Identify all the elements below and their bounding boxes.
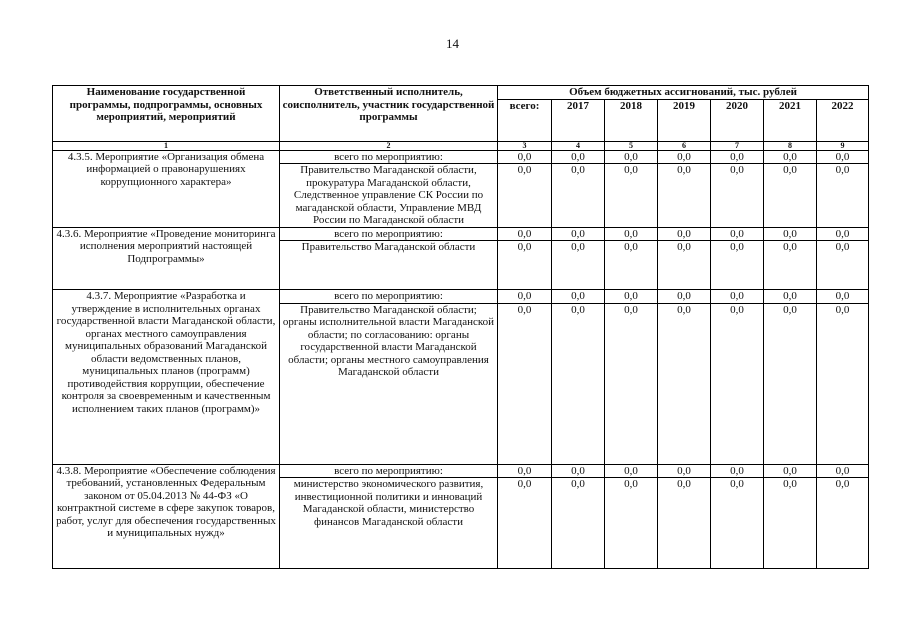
executor-text: Правительство Магаданской области; органы исполнительной власти Магаданской области; по согласованию: органы государственной власти Магаданской области; органы местного самоуправления Магаданской области [280,303,498,464]
executor-value: 0,0 [605,164,658,228]
executor-value: 0,0 [817,241,869,290]
total-value: 0,0 [817,464,869,478]
column-number: 2 [280,141,498,150]
executor-value: 0,0 [711,241,764,290]
executor-value: 0,0 [552,241,605,290]
total-value: 0,0 [764,290,817,304]
total-value: 0,0 [605,290,658,304]
executor-text: Правительство Магаданской области [280,241,498,290]
column-number: 7 [711,141,764,150]
executor-value: 0,0 [605,478,658,569]
column-number: 4 [552,141,605,150]
measure-name: 4.3.8. Мероприятие «Обеспечение соблюдения требований, установленных Федеральным законом от 05.04.2013 № 44-ФЗ «О контрактной системе в сфере закупок товаров, работ, услуг для обеспечения государственных и муниципальных нужд» [53,464,280,569]
column-number: 9 [817,141,869,150]
header-name: Наименование государственной программы, подпрограммы, основных мероприятий, мероприятий [53,86,280,142]
measure-name: 4.3.6. Мероприятие «Проведение мониторинга исполнения мероприятий настоящей Подпрограммы» [53,227,280,290]
column-numbers-row [53,141,869,150]
total-value: 0,0 [764,464,817,478]
total-value: 0,0 [498,464,552,478]
total-value: 0,0 [605,227,658,241]
total-value: 0,0 [711,150,764,164]
total-value: 0,0 [498,227,552,241]
total-value: 0,0 [817,290,869,304]
header-year: 2021 [764,99,817,141]
executor-value: 0,0 [498,241,552,290]
total-label: всего по мероприятию: [280,150,498,164]
executor-value: 0,0 [711,164,764,228]
table-row [53,150,869,164]
total-label: всего по мероприятию: [280,227,498,241]
executor-text: Правительство Магаданской области, прокуратура Магаданской области, Следственное управление СК России по магаданской области, Управление МВД России по Магаданской области [280,164,498,228]
total-value: 0,0 [498,290,552,304]
total-value: 0,0 [764,150,817,164]
total-value: 0,0 [552,464,605,478]
executor-text: министерство экономического развития, инвестиционной политики и инноваций Магаданской области, министерство финансов Магаданской области [280,478,498,569]
total-value: 0,0 [658,464,711,478]
column-number: 1 [53,141,280,150]
total-value: 0,0 [658,290,711,304]
column-number: 8 [764,141,817,150]
table-row [53,227,869,241]
total-value: 0,0 [552,150,605,164]
executor-value: 0,0 [605,303,658,464]
total-value: 0,0 [605,150,658,164]
executor-value: 0,0 [552,478,605,569]
executor-value: 0,0 [817,303,869,464]
executor-value: 0,0 [764,164,817,228]
total-value: 0,0 [711,290,764,304]
column-number: 6 [658,141,711,150]
header-year: 2019 [658,99,711,141]
executor-value: 0,0 [711,303,764,464]
total-label: всего по мероприятию: [280,464,498,478]
total-value: 0,0 [817,150,869,164]
executor-value: 0,0 [498,303,552,464]
executor-value: 0,0 [658,478,711,569]
total-value: 0,0 [605,464,658,478]
total-value: 0,0 [711,227,764,241]
executor-value: 0,0 [817,164,869,228]
executor-value: 0,0 [764,241,817,290]
executor-value: 0,0 [658,241,711,290]
measure-name: 4.3.5. Мероприятие «Организация обмена информацией о правонарушениях коррупционного характера» [53,150,280,227]
table-body [53,150,869,569]
header-year: 2017 [552,99,605,141]
column-number: 3 [498,141,552,150]
header-executor: Ответственный исполнитель, соисполнитель, участник государственной программы [280,86,498,142]
executor-value: 0,0 [552,164,605,228]
header-year: всего: [498,99,552,141]
total-value: 0,0 [658,150,711,164]
total-value: 0,0 [498,150,552,164]
total-value: 0,0 [552,290,605,304]
column-number: 5 [605,141,658,150]
executor-value: 0,0 [711,478,764,569]
total-value: 0,0 [817,227,869,241]
executor-value: 0,0 [764,303,817,464]
header-budget: Объем бюджетных ассигнований, тыс. рублей [498,86,869,100]
total-value: 0,0 [658,227,711,241]
page-number: 14 [446,36,459,51]
measure-name: 4.3.7. Мероприятие «Разработка и утверждение в исполнительных органах государственной власти Магаданской области, органах местного самоуправления муниципальных образований Магаданской области ведомственных планов, муниципальных планов (программ) противодействия коррупции, обеспечение контроля за своевременным и качественным исполнением таких планов (программ)» [53,290,280,465]
executor-value: 0,0 [817,478,869,569]
total-label: всего по мероприятию: [280,290,498,304]
budget-table [52,85,869,569]
header-year: 2018 [605,99,658,141]
total-value: 0,0 [711,464,764,478]
table-row [53,464,869,478]
total-value: 0,0 [552,227,605,241]
executor-value: 0,0 [498,478,552,569]
executor-value: 0,0 [605,241,658,290]
executor-value: 0,0 [764,478,817,569]
header-year: 2020 [711,99,764,141]
table-row [53,290,869,304]
executor-value: 0,0 [658,303,711,464]
total-value: 0,0 [764,227,817,241]
executor-value: 0,0 [658,164,711,228]
executor-value: 0,0 [498,164,552,228]
header-year: 2022 [817,99,869,141]
executor-value: 0,0 [552,303,605,464]
